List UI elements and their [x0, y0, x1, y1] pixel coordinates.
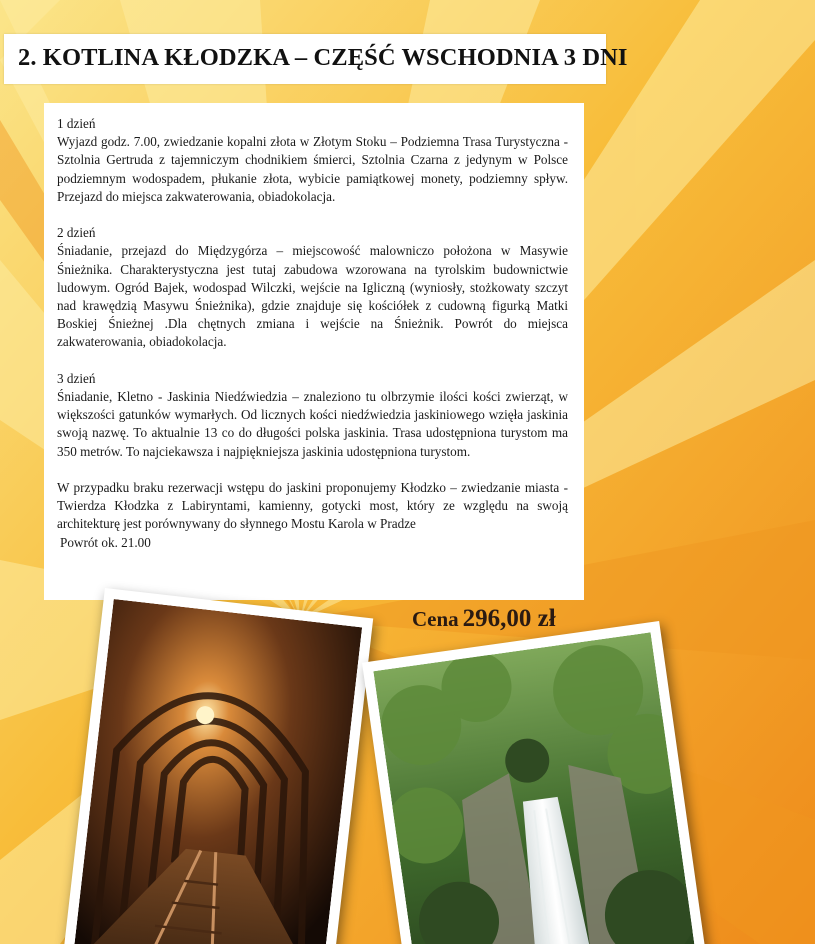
day-1-section — [57, 115, 568, 206]
alternative-note-section — [57, 479, 568, 552]
mine-tunnel-photo — [61, 588, 373, 944]
day-label: 1 dzień — [57, 116, 96, 131]
price-label: Cena — [412, 607, 459, 631]
alternative-note: W przypadku braku rezerwacji wstępu do jaskini proponujemy Kłodzko – zwiedzanie miasta - Twierdza Kłodzka z Labiryntami, kamienny, gotycki most, który ze względu na swoją architekturę jest porównywany do słynnego Mostu Karola w Pradze — [57, 480, 568, 532]
price — [412, 605, 556, 633]
day-description: Śniadanie, Kletno - Jaskinia Niedźwiedzia – znaleziono tu olbrzymie ilości kości zwierząt, w większości gatunków wymarłych. Od licznych kości niedźwiedzia jaskiniowego wzięła jaskinia swoją nazwę. To aktualnie 13 co do długości polska jaskinia. Trasa udostępniona turystom ma 350 metrów. To najciekawsza i najpiękniejsza jaskinia udostępniona turystom. — [57, 389, 568, 459]
day-description: Wyjazd godz. 7.00, zwiedzanie kopalni złota w Złotym Stoku – Podziemna Trasa Turystyczna - Sztolnia Gertruda z tajemniczym chodnikiem śmierci, Sztolnia Czarna z jedynym w Polsce podziemnym wodospadem, płukanie złota, wybicie pamiątkowej monety, podziemny spływ. Przejazd do miejsca zakwaterowania, obiadokolacja. — [57, 134, 568, 204]
mine-tunnel-image — [72, 599, 362, 944]
day-2-section — [57, 224, 568, 351]
waterfall-image — [373, 632, 700, 944]
price-value: 296,00 zł — [462, 605, 556, 632]
day-label: 3 dzień — [57, 370, 96, 386]
day-description: Śniadanie, przejazd do Międzygórza – miejscowość malowniczo położona w Masywie Śnieżnika. Charakterystyczna jest tutaj zabudowa wzorowana na tyrolskim budownictwie ludowym. Ogród Bajek, wodospad Wilczki, wejście na Igliczną (wyniosły, stożkowaty szczyt nad krawędzią Masywu Śnieżnika), gdzie znajduje się kościółek z cudowną figurką Matki Boskiej Śnieżnej .Dla chętnych zmiana i wejście na Śnieżnik. Powrót do miejsca zakwaterowania, obiadokolacja. — [57, 243, 568, 350]
day-3-section — [57, 370, 568, 461]
waterfall-photo — [362, 621, 712, 944]
title-banner — [4, 34, 628, 84]
itinerary-panel — [44, 103, 584, 600]
day-label: 2 dzień — [57, 225, 96, 241]
page-title: 2. KOTLINA KŁODZKA – CZĘŚĆ WSCHODNIA 3 DNI — [18, 44, 628, 71]
return-time: Powrót ok. 21.00 — [60, 534, 151, 550]
